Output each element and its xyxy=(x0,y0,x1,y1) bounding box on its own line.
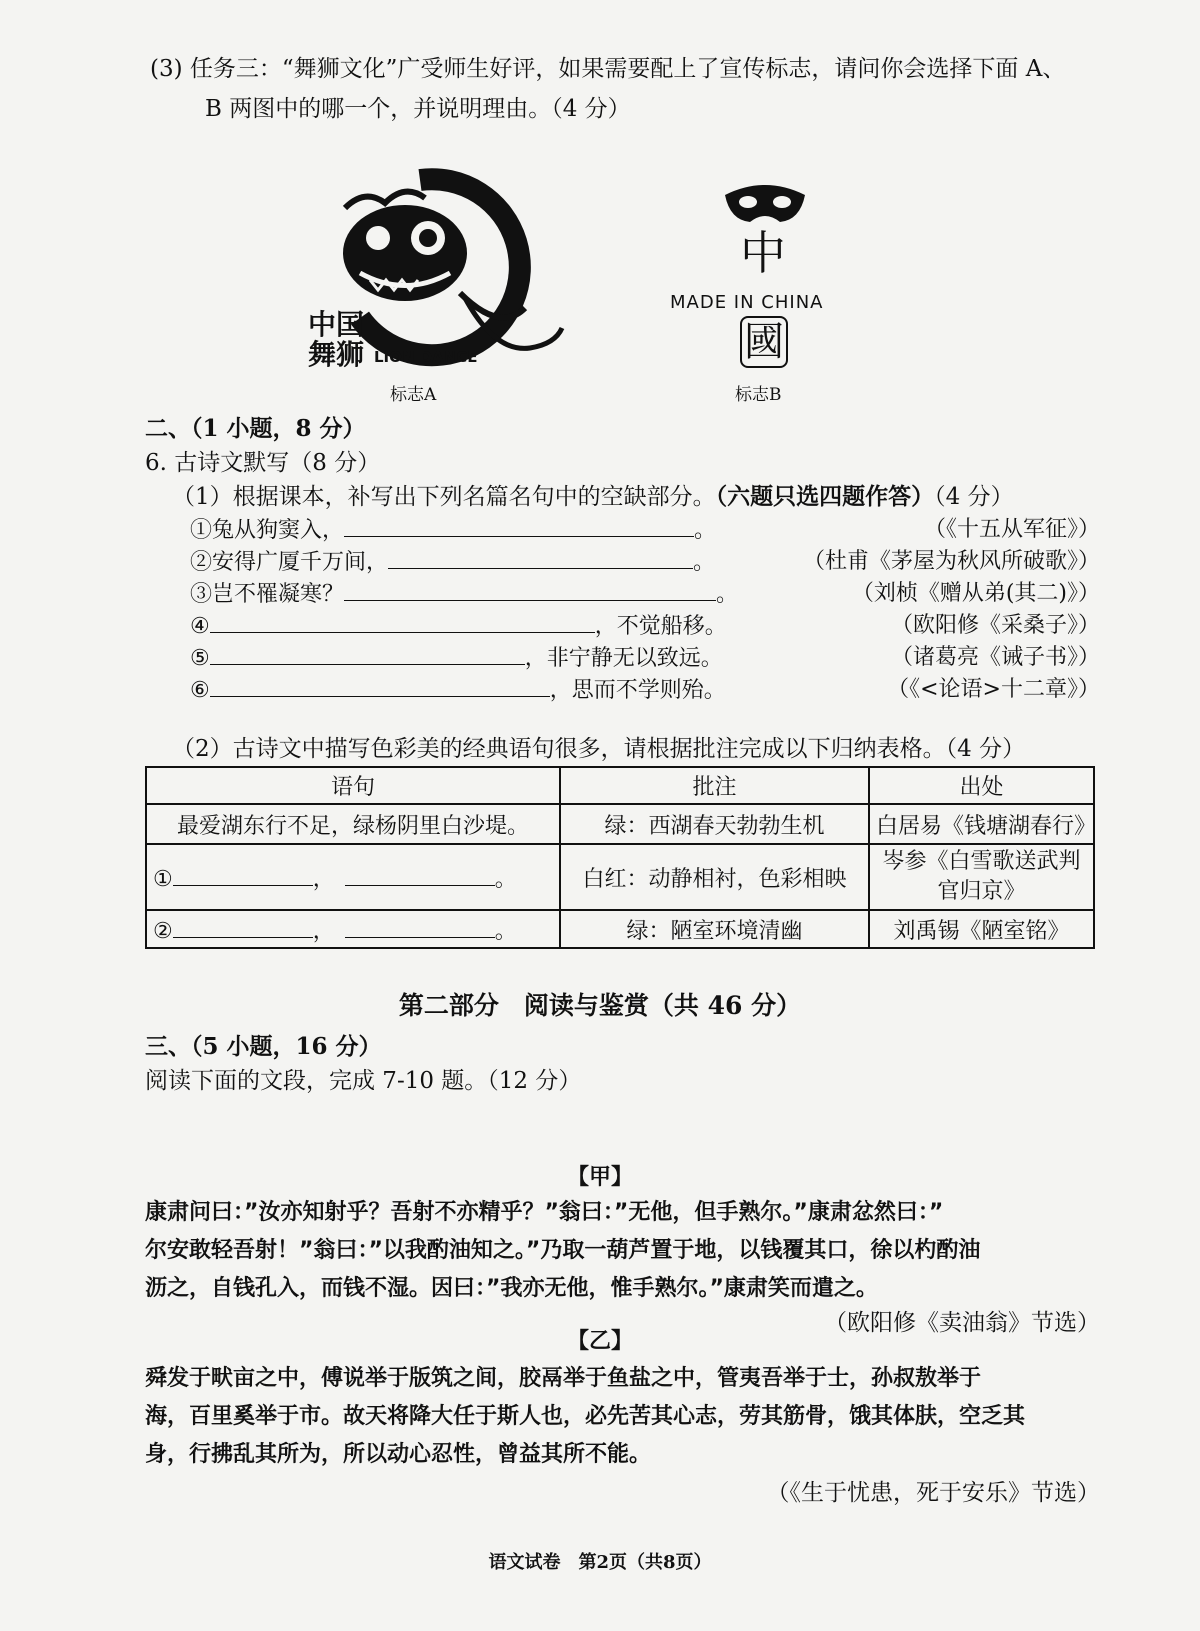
passage-jia-line: 康肃问曰：”汝亦知射乎？吾射不亦精乎？”翁曰：”无他，但手熟尔。”康肃忿然曰：” xyxy=(145,1200,944,1225)
logo-b-char-bottom: 國 xyxy=(740,316,788,368)
poem-source: （杜甫《茅屋为秋风所破歌》） xyxy=(802,549,1100,574)
q6-sub1 xyxy=(172,480,1014,514)
passage-jia-line: 沥之，自钱孔入，而钱不湿。因曰：”我亦无他，惟手熟尔。”康肃笑而遣之。 xyxy=(145,1276,878,1301)
table-cell: ① ， 。 xyxy=(146,844,560,910)
table-cell: 白红：动静相衬，色彩相映 xyxy=(560,844,869,910)
poem-source: （《十五从军征》） xyxy=(923,517,1100,542)
q3-line2: B 两图中的哪一个，并说明理由。（4 分） xyxy=(205,96,631,122)
page-footer: 语文试卷 第2页（共8页） xyxy=(488,1552,712,1573)
part2-title: 第二部分 阅读与鉴赏（共 46 分） xyxy=(398,991,802,1020)
logo-a-cn-line2: 舞狮 xyxy=(308,338,365,371)
logo-b-char-top: 中 xyxy=(740,226,786,280)
table-cell: 绿：西湖春天勃勃生机 xyxy=(560,804,869,844)
table-header: 语句 xyxy=(146,767,560,804)
table-row xyxy=(146,844,1094,910)
table-row xyxy=(146,910,1094,948)
q6-sub1-note: （六题只选四题作答） xyxy=(715,483,935,510)
poem-source: （诸葛亮《诫子书》） xyxy=(890,645,1100,670)
table-header-row xyxy=(146,767,1094,804)
passage-yi-label: 【乙】 xyxy=(566,1328,633,1354)
table-cell: 岑参《白雪歌送武判官归京》 xyxy=(869,844,1094,910)
passage-jia-line: 尔安敢轻吾射！”翁曰：”以我酌油知之。”乃取一葫芦置于地，以钱覆其口，徐以杓酌油 xyxy=(145,1238,981,1263)
answer-blank[interactable] xyxy=(173,863,313,886)
answer-blank[interactable] xyxy=(388,546,693,569)
logo-b xyxy=(660,180,880,380)
section2-heading: 二、（1 小题，8 分） xyxy=(145,415,366,442)
table-cell: 刘禹锡《陋室铭》 xyxy=(869,910,1094,948)
table-cell: ② ， 。 xyxy=(146,910,560,948)
passage-yi-source: （《生于忧患，死于安乐》节选） xyxy=(766,1480,1100,1506)
opera-mask-icon xyxy=(720,180,810,230)
reading-instruction: 阅读下面的文段，完成 7-10 题。（12 分） xyxy=(145,1068,582,1094)
table-cell: 最爱湖东行不足，绿杨阴里白沙堤。 xyxy=(146,804,560,844)
poem-item-5: ⑤ ，非宁静无以致远。 （诸葛亮《诫子书》） xyxy=(190,642,1100,674)
passage-yi-line: 身，行拂乱其所为，所以动心忍性，曾益其所不能。 xyxy=(145,1442,652,1467)
summary-table xyxy=(145,766,1095,949)
table-header: 出处 xyxy=(869,767,1094,804)
answer-blank[interactable] xyxy=(345,863,495,886)
answer-blank[interactable] xyxy=(210,674,550,697)
q6-sub1-text: （1）根据课本，补写出下列名篇名句中的空缺部分。 xyxy=(172,484,716,510)
table-cell: 绿：陋室环境清幽 xyxy=(560,910,869,948)
passage-yi-line: 海，百里奚举于市。故天将降大任于斯人也，必先苦其心志，劳其筋骨，饿其体肤，空乏其 xyxy=(145,1404,1026,1429)
answer-blank[interactable] xyxy=(210,642,525,665)
q3-line1: (3) 任务三：“舞狮文化”广受师生好评，如果需要配上了宣传标志，请问你会选择下面 A、 xyxy=(150,56,1066,82)
poem-source: （《<论语>十二章》） xyxy=(887,677,1100,702)
passage-jia-label: 【甲】 xyxy=(566,1164,633,1190)
poem-source: （刘桢《赠从弟(其二)》） xyxy=(851,581,1100,606)
q6-sub2: （2）古诗文中描写色彩美的经典语句很多，请根据批注完成以下归纳表格。（4 分） xyxy=(172,736,1026,762)
poem-item-2: ②安得广厦千万间， 。 （杜甫《茅屋为秋风所破歌》） xyxy=(190,546,1100,578)
table-cell: 白居易《钱塘湖春行》 xyxy=(869,804,1094,844)
q6-title: 6. 古诗文默写（8 分） xyxy=(145,450,381,476)
table-row xyxy=(146,804,1094,844)
poem-source: （欧阳修《采桑子》） xyxy=(890,613,1100,638)
logo-a-cn-line1: 中国 xyxy=(308,308,365,341)
poem-item-1: ①兔从狗窦入， 。 （《十五从军征》） xyxy=(190,514,1100,546)
logo-a xyxy=(300,168,590,408)
answer-blank[interactable] xyxy=(345,915,495,938)
logo-a-caption: 标志A xyxy=(390,385,437,405)
passage-jia-source: （欧阳修《卖油翁》节选） xyxy=(824,1310,1100,1336)
logo-b-caption: 标志B xyxy=(735,385,782,405)
answer-blank[interactable] xyxy=(344,514,694,537)
answer-blank[interactable] xyxy=(210,610,595,633)
poem-item-6: ⑥ ，思而不学则殆。 （《<论语>十二章》） xyxy=(190,674,1100,706)
section3-heading: 三、（5 小题，16 分） xyxy=(145,1033,382,1060)
passage-yi-line: 舜发于畎亩之中，傅说举于版筑之间，胶鬲举于鱼盐之中，管夷吾举于士，孙叔敖举于 xyxy=(145,1366,982,1391)
logo-b-en: MADE IN CHINA xyxy=(670,292,824,313)
table-header: 批注 xyxy=(560,767,869,804)
poem-item-4: ④ ，不觉船移。 （欧阳修《采桑子》） xyxy=(190,610,1100,642)
answer-blank[interactable] xyxy=(173,915,313,938)
answer-blank[interactable] xyxy=(344,578,716,601)
poem-item-3: ③岂不罹凝寒？ 。 （刘桢《赠从弟(其二)》） xyxy=(190,578,1100,610)
logo-a-en: LION DANCE xyxy=(374,348,478,366)
q6-sub1-score: （4 分） xyxy=(934,484,1014,510)
